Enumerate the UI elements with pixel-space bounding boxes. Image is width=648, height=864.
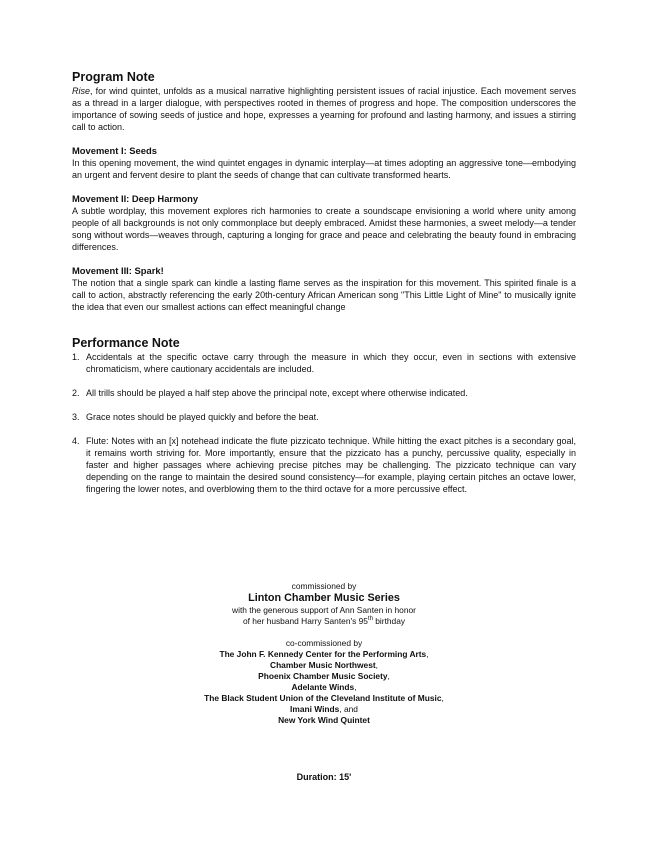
- commissioner-name: Linton Chamber Music Series: [248, 592, 400, 604]
- co-commissioner-name: Chamber Music Northwest: [270, 660, 376, 670]
- co-commissioner: [0, 671, 648, 682]
- performance-note-section: [72, 336, 576, 495]
- list-item-text: All trills should be played a half step above the principal note, except where otherwise indicated.: [86, 388, 468, 398]
- support-line-1: with the generous support of Ann Santen in honor: [232, 605, 416, 615]
- co-commissioned-by-label: co-commissioned by: [285, 638, 363, 648]
- co-commissioner-name: Adelante Winds: [291, 682, 355, 692]
- co-commissioner-suffix: , and: [339, 704, 358, 714]
- program-note-intro: [72, 85, 576, 133]
- list-item-text: Flute: Notes with an [x] notehead indicate the flute pizzicato technique. While hitting the exact pitches is a secondary goal, it remains worth striving for. More importantly, ensure that the pizzicato has a punchy, percussive quality, especially in faster and higher passages where achieving precise pitches may be challenging. The pizzicato technique can vary depending on the range to maintain the desired sound consistency—for example, playing certain pitches an octave lower, fingering the lower notes, and overblowing them to the third octave for a more percussive effect.: [86, 436, 576, 494]
- list-item-number: 3.: [72, 412, 80, 422]
- program-note-heading: Program Note: [72, 70, 155, 84]
- co-commissioner: [0, 704, 648, 715]
- performance-note-list: [72, 351, 576, 495]
- co-commissioner: [0, 660, 648, 671]
- support-line-2-text: of her husband Harry Santen's 95: [242, 616, 368, 626]
- co-commissioner-suffix: ,: [375, 660, 378, 670]
- ordinal-suffix: th: [367, 616, 373, 623]
- list-item: [72, 411, 576, 423]
- list-item-number: 2.: [72, 388, 80, 398]
- co-commissioner-suffix: ,: [387, 671, 390, 681]
- list-item-text: Accidentals at the specific octave carry through the measure in which they occur, even in sections with extensive chromaticism, where cautionary accidentals are included.: [86, 352, 576, 374]
- commission-credits: [0, 581, 648, 726]
- movement-1-title: Movement I: Seeds: [72, 145, 157, 156]
- list-item: [72, 351, 576, 375]
- program-notes-page: [72, 70, 576, 507]
- list-item-number: 4.: [72, 436, 80, 446]
- work-title: Rise: [72, 86, 91, 96]
- co-commissioner: [0, 693, 648, 704]
- co-commissioner-name: Phoenix Chamber Music Society: [258, 671, 388, 681]
- movement-3-text: The notion that a single spark can kindle a lasting flame serves as the inspiration for this movement. This spirited finale is a call to action, abstractly referencing the early 20th-century African American song "This Little Light of Mine" to musically ignite the idea that even our smallest actions can effect meaningful change: [72, 278, 576, 312]
- co-commissioner: [0, 649, 648, 660]
- co-commissioner: [0, 682, 648, 693]
- support-line-2-end: birthday: [372, 616, 406, 626]
- list-item-number: 1.: [72, 352, 80, 362]
- commissioned-by-label: commissioned by: [291, 581, 357, 591]
- support-line-2: [0, 616, 648, 627]
- list-item: [72, 435, 576, 495]
- movement-2-text: A subtle wordplay, this movement explores rich harmonies to create a soundscape envisioning a world where unity among people of all backgrounds is not only commonplace but deeply embraced. Amidst these harmonies, a sweet melody—a tender song without words—weaves through, capturing a longing for grace and peace and celebrating the beauty found in embracing differences.: [72, 206, 576, 252]
- co-commissioner: [0, 715, 648, 726]
- list-item-text: Grace notes should be played quickly and before the beat.: [86, 412, 319, 422]
- co-commissioner-name: The Black Student Union of the Cleveland Institute of Music: [204, 693, 442, 703]
- co-commissioner-name: The John F. Kennedy Center for the Performing Arts: [219, 649, 427, 659]
- co-commissioner-name: Imani Winds: [290, 704, 340, 714]
- movement-3-title: Movement III: Spark!: [72, 265, 164, 276]
- movement-2-title: Movement II: Deep Harmony: [72, 193, 199, 204]
- co-commissioner-suffix: ,: [354, 682, 357, 692]
- performance-note-heading: Performance Note: [72, 336, 180, 350]
- duration: Duration: 15': [296, 772, 352, 782]
- program-note-intro-text: , for wind quintet, unfolds as a musical narrative highlighting persistent issues of racial injustice. Each movement serves as a thread in a larger dialogue, with perspectives rooted in themes of progress and hope. The composition underscores the importance of sowing seeds of justice and hope, expresses a yearning for profound and lasting harmony, and issues a stirring call to action.: [72, 86, 576, 132]
- co-commissioner-name: New York Wind Quintet: [278, 715, 370, 725]
- co-commissioner-suffix: ,: [441, 693, 444, 703]
- list-item: [72, 387, 576, 399]
- co-commissioner-suffix: ,: [426, 649, 429, 659]
- movement-1-text: In this opening movement, the wind quintet engages in dynamic interplay—at times adopting an aggressive tone—embodying an urgent and fervent desire to plant the seeds of change that can cultivate transformed hearts.: [72, 158, 576, 180]
